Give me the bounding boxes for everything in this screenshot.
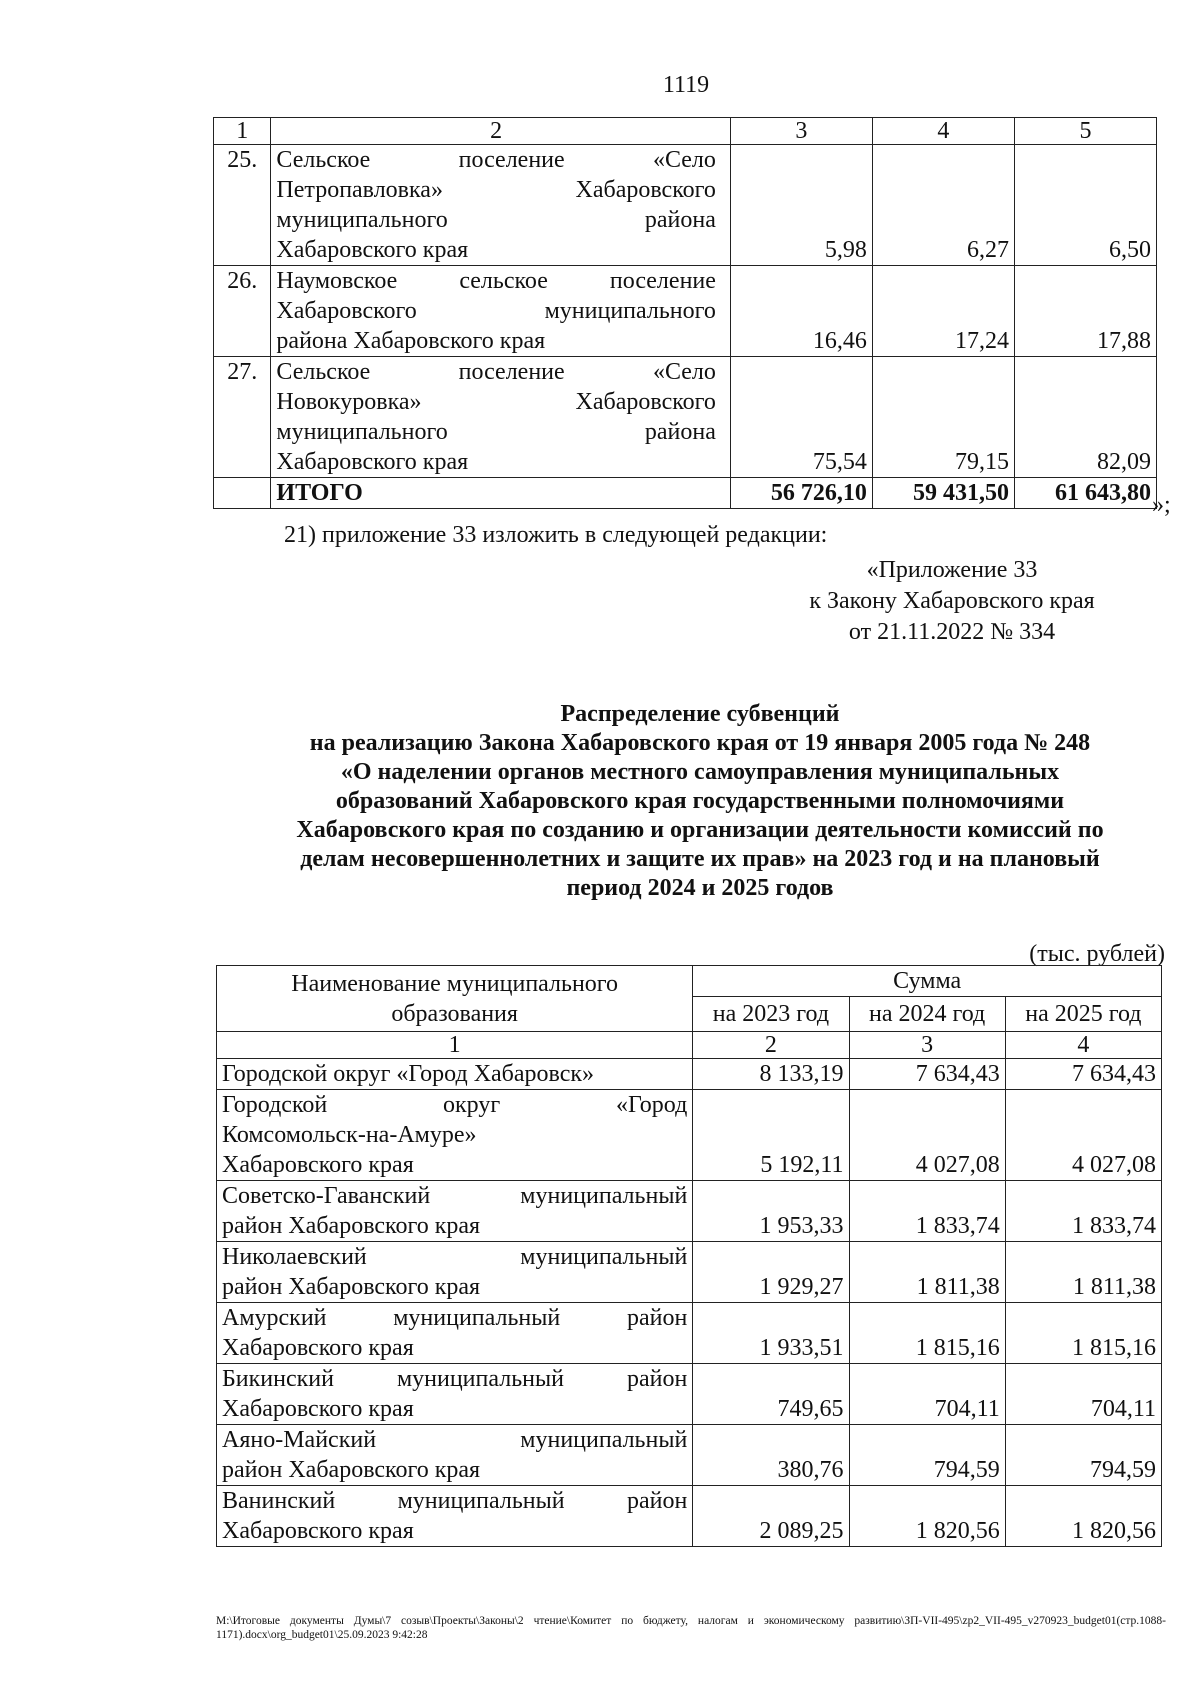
title-line: на реализацию Закона Хабаровского края от 19 января 2005 года № 248 — [309, 730, 1091, 756]
name-line: Сельское поселение «Село — [276, 147, 716, 173]
municipality-name — [217, 1181, 693, 1242]
title-line: образований Хабаровского края государственными полномочиями — [335, 788, 1065, 814]
value-2024: 79,15 — [872, 357, 1014, 478]
name-line: Сельское поселение «Село — [276, 359, 716, 385]
value-2024: 704,11 — [849, 1364, 1005, 1425]
value-2025: 1 820,56 — [1005, 1486, 1161, 1547]
name-line: Аяно-Майский муниципальный — [222, 1427, 688, 1453]
table-row — [217, 1181, 1162, 1242]
value-2023: 75,54 — [730, 357, 872, 478]
year-header: на 2023 год — [693, 997, 849, 1032]
name-line: Хабаровского края — [222, 1518, 414, 1544]
index-cell: 1 — [217, 1032, 693, 1059]
column-header: 1 — [214, 118, 271, 145]
name-line: район Хабаровского края — [222, 1274, 481, 1300]
value-2023: 5,98 — [730, 145, 872, 266]
municipality-name — [217, 1364, 693, 1425]
table-row — [217, 1425, 1162, 1486]
table-row — [214, 266, 1157, 357]
index-cell: 3 — [849, 1032, 1005, 1059]
table-row — [214, 357, 1157, 478]
value-2023: 16,46 — [730, 266, 872, 357]
name-line: Хабаровского края — [276, 449, 469, 475]
name-line: района Хабаровского края — [276, 328, 546, 354]
name-line: Комсомольск-на-Амуре» — [222, 1122, 477, 1148]
table-row — [217, 1242, 1162, 1303]
municipality-name — [217, 1242, 693, 1303]
table-row — [217, 1303, 1162, 1364]
value-2024: 794,59 — [849, 1425, 1005, 1486]
value-2023: 2 089,25 — [693, 1486, 849, 1547]
sum-column-header: Сумма — [693, 966, 1162, 997]
title-line: период 2024 и 2025 годов — [566, 875, 834, 901]
municipality-name — [271, 145, 730, 266]
table-row — [217, 1059, 1162, 1090]
name-line: муниципального района — [276, 419, 716, 445]
amendment-item: 21) приложение 33 изложить в следующей редакции: — [284, 522, 828, 548]
value-2025: 1 811,38 — [1005, 1242, 1161, 1303]
value-2025: 1 815,16 — [1005, 1303, 1161, 1364]
index-cell: 4 — [1005, 1032, 1161, 1059]
value-2024: 1 833,74 — [849, 1181, 1005, 1242]
total-2023: 56 726,10 — [730, 478, 872, 509]
row-number: 25. — [214, 145, 271, 266]
year-header: на 2024 год — [849, 997, 1005, 1032]
name-line: Хабаровского края — [222, 1396, 414, 1422]
value-2023: 5 192,11 — [693, 1090, 849, 1181]
value-2025: 794,59 — [1005, 1425, 1161, 1486]
value-2025: 6,50 — [1014, 145, 1156, 266]
table-row — [217, 1364, 1162, 1425]
value-2025: 704,11 — [1005, 1364, 1161, 1425]
name-column-header: Наименование муниципального образования — [217, 966, 693, 1032]
column-header: 3 — [730, 118, 872, 145]
name-line: Петропавловка» Хабаровского — [276, 177, 716, 203]
index-cell: 2 — [693, 1032, 849, 1059]
total-2025: 61 643,80 — [1014, 478, 1156, 509]
total-row — [214, 478, 1157, 509]
table-row — [217, 1486, 1162, 1547]
table-header-row — [217, 966, 1162, 997]
title-line: Распределение субвенций — [560, 701, 840, 727]
subvention-table — [216, 965, 1162, 1547]
value-2025: 4 027,08 — [1005, 1090, 1161, 1181]
name-line: Хабаровского края — [276, 237, 469, 263]
table-row — [214, 145, 1157, 266]
municipality-name — [217, 1425, 693, 1486]
value-2024: 1 811,38 — [849, 1242, 1005, 1303]
value-2023: 380,76 — [693, 1425, 849, 1486]
value-2025: 1 833,74 — [1005, 1181, 1161, 1242]
name-line: район Хабаровского края — [222, 1213, 481, 1239]
municipality-name — [271, 357, 730, 478]
page-number: 1119 — [662, 72, 710, 98]
municipality-name — [217, 1090, 693, 1181]
document-title — [150, 700, 1200, 903]
value-2023: 1 929,27 — [693, 1242, 849, 1303]
value-2023: 749,65 — [693, 1364, 849, 1425]
name-line: Советско-Гаванский муниципальный — [222, 1183, 688, 1209]
total-2024: 59 431,50 — [872, 478, 1014, 509]
municipality-name — [217, 1303, 693, 1364]
value-2024: 6,27 — [872, 145, 1014, 266]
name-line: район Хабаровского края — [222, 1457, 481, 1483]
name-line: Хабаровского края — [222, 1335, 414, 1361]
name-line: Хабаровского муниципального — [276, 298, 716, 324]
closing-quote: »; — [1152, 492, 1171, 518]
column-header: 5 — [1014, 118, 1156, 145]
value-2024: 7 634,43 — [849, 1059, 1005, 1090]
column-header: 4 — [872, 118, 1014, 145]
year-header: на 2025 год — [1005, 997, 1161, 1032]
table-header-row — [214, 118, 1157, 145]
total-label: ИТОГО — [271, 478, 730, 509]
name-line: Городской округ «Город — [222, 1092, 688, 1118]
name-line: муниципального района — [276, 207, 716, 233]
municipality-name — [217, 1486, 693, 1547]
column-header: 2 — [271, 118, 730, 145]
appendix-reference — [752, 555, 1152, 648]
name-line: Бикинский муниципальный район — [222, 1366, 688, 1392]
municipality-name — [271, 266, 730, 357]
value-2023: 8 133,19 — [693, 1059, 849, 1090]
title-line: «О наделении органов местного самоуправления муниципальных — [340, 759, 1060, 785]
value-2025: 7 634,43 — [1005, 1059, 1161, 1090]
value-2025: 82,09 — [1014, 357, 1156, 478]
value-2024: 17,24 — [872, 266, 1014, 357]
value-2024: 1 820,56 — [849, 1486, 1005, 1547]
municipality-name: Городской округ «Город Хабаровск» — [217, 1059, 693, 1090]
title-line: делам несовершеннолетних и защите их прав» на 2023 год и на плановый — [300, 846, 1100, 872]
value-2024: 1 815,16 — [849, 1303, 1005, 1364]
value-2023: 1 953,33 — [693, 1181, 849, 1242]
empty-cell — [214, 478, 271, 509]
value-2025: 17,88 — [1014, 266, 1156, 357]
appendix-line: к Закону Хабаровского края — [809, 588, 1095, 614]
name-line: Новокуровка» Хабаровского — [276, 389, 716, 415]
name-line: Амурский муниципальный район — [222, 1305, 688, 1331]
file-path-footer: M:\Итоговые документы Думы\7 созыв\Проекты\Законы\2 чтение\Комитет по бюджету, налогам и экономическому развитию\ЗП-VII-495\zp2_VII-495_v270923_budget01(стр.1088-1171).docx\org_budget01\25.09.2023 9:42:28 — [216, 1615, 1166, 1641]
value-2024: 4 027,08 — [849, 1090, 1005, 1181]
index-row — [217, 1032, 1162, 1059]
name-line: Николаевский муниципальный — [222, 1244, 688, 1270]
row-number: 27. — [214, 357, 271, 478]
appendix-line: «Приложение 33 — [866, 557, 1038, 583]
name-line: Ванинский муниципальный район — [222, 1488, 688, 1514]
row-number: 26. — [214, 266, 271, 357]
name-line: Наумовское сельское поселение — [276, 268, 716, 294]
value-2023: 1 933,51 — [693, 1303, 849, 1364]
name-line: Хабаровского края — [222, 1152, 414, 1178]
appendix-line: от 21.11.2022 № 334 — [848, 619, 1056, 645]
units-label: (тыс. рублей) — [1029, 941, 1165, 967]
allocation-table-continued — [213, 117, 1157, 509]
title-line: Хабаровского края по созданию и организации деятельности комиссий по — [296, 817, 1104, 843]
table-row — [217, 1090, 1162, 1181]
